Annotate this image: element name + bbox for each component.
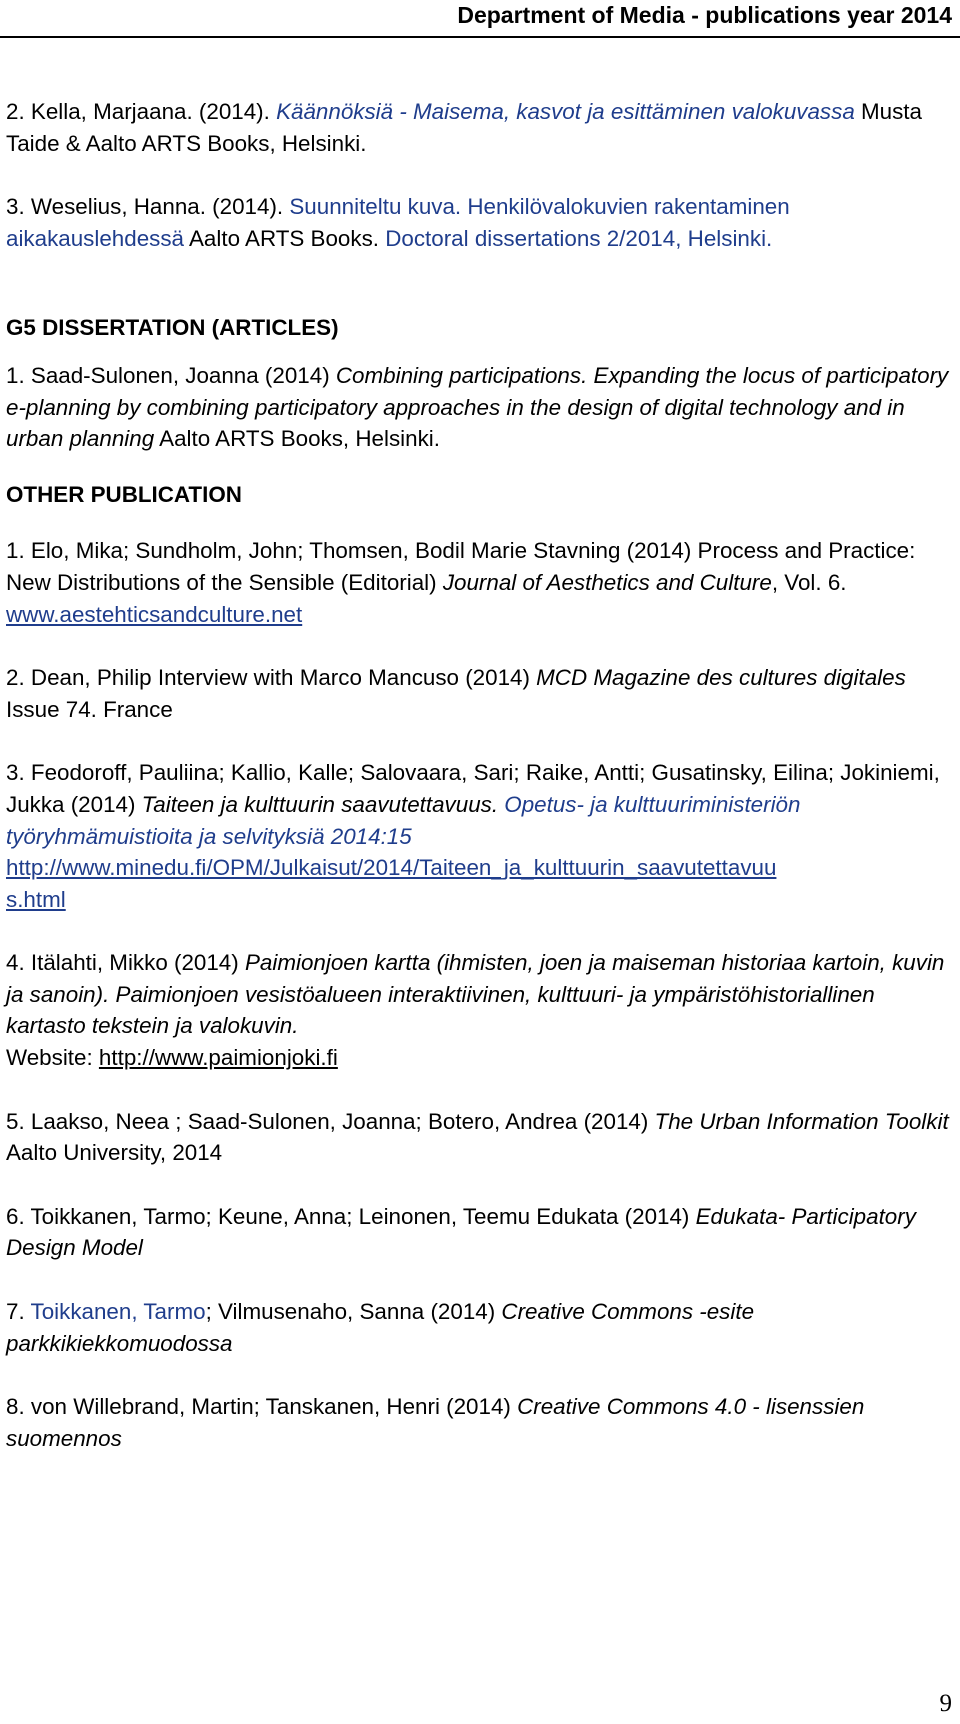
page-number: 9 — [939, 1690, 952, 1717]
paimionjoki-link[interactable]: http://www.paimionjoki.fi — [98, 1045, 338, 1071]
section-heading-other: OTHER PUBLICATION — [6, 481, 242, 507]
reference-item: 1. Saad-Sulonen, Joanna (2014) Combining participations. Expanding the locus of participatory e-planning by combining participatory approaches in the design of digital technology and in urban planning Aalto ARTS Books, Helsinki. — [6, 362, 949, 452]
reference-item: 2. Dean, Philip Interview with Marco Mancuso (2014) MCD Magazine des cultures digitales Issue 74. France — [6, 665, 906, 722]
journal-link[interactable]: www.aestehticsandculture.net — [6, 601, 303, 627]
reference-item: 1. Elo, Mika; Sundholm, John; Thomsen, Bodil Marie Stavning (2014) Process and Practice: New Distributions of the Sensible (Editorial) Journal of Aesthetics and Culture, Vol. 6. www.aestehticsandculture.net — [6, 538, 916, 627]
reference-item: 3. Feodoroff, Pauliina; Kallio, Kalle; Salovaara, Sari; Raike, Antti; Gusatinsky, Eilina; Jokiniemi, Jukka (2014) Taiteen ja kulttuurin saavutettavuus. Opetus- ja kulttuuriministeriön työryhmämuistioita ja selvityksiä 2014:15 http://www.minedu.fi/OPM/Julkaisut/2014/Taiteen_ja_kulttuurin_saavutettavuu s.html — [6, 760, 940, 912]
reference-item: 8. von Willebrand, Martin; Tanskanen, Henri (2014) Creative Commons 4.0 - lisenssien suomennos — [6, 1394, 865, 1451]
header-title: Department of Media - publications year 2014 — [457, 2, 952, 28]
section-heading-g5: G5 DISSERTATION (ARTICLES) — [6, 315, 339, 341]
minedu-link-continued[interactable]: s.html — [6, 886, 66, 912]
header-rule — [0, 36, 960, 38]
reference-item: 4. Itälahti, Mikko (2014) Paimionjoen kartta (ihmisten, joen ja maiseman historiaa kartoin, kuvin ja sanoin). Paimionjoen vesistöalueen interaktiivinen, kulttuuri- ja ympäristöhistoriallinen kartasto tekstein ja valokuvin. Website: http://www.paimionjoki.fi — [6, 950, 945, 1071]
reference-item: 7. Toikkanen, Tarmo; Vilmusenaho, Sanna (2014) Creative Commons -esite parkkikiekkomuodossa — [6, 1299, 755, 1356]
page-header — [0, 0, 952, 38]
publication-list — [6, 96, 954, 1486]
reference-item: 5. Laakso, Neea ; Saad-Sulonen, Joanna; Botero, Andrea (2014) The Urban Information Toolkit Aalto University, 2014 — [6, 1108, 949, 1166]
reference-item: 3. Weselius, Hanna. (2014). Suunniteltu kuva. Henkilövalokuvien rakentaminen aikakauslehdessä Aalto ARTS Books. Doctoral dissertations 2/2014, Helsinki. — [6, 194, 790, 251]
minedu-link[interactable]: http://www.minedu.fi/OPM/Julkaisut/2014/Taiteen_ja_kulttuurin_saavutettavuu — [6, 855, 777, 881]
reference-item: 6. Toikkanen, Tarmo; Keune, Anna; Leinonen, Teemu Edukata (2014) Edukata- Participatory Design Model — [6, 1203, 916, 1261]
reference-item: 2. Kella, Marjaana. (2014). Käännöksiä - Maisema, kasvot ja esittäminen valokuvassa Musta Taide & Aalto ARTS Books, Helsinki. — [6, 99, 922, 156]
